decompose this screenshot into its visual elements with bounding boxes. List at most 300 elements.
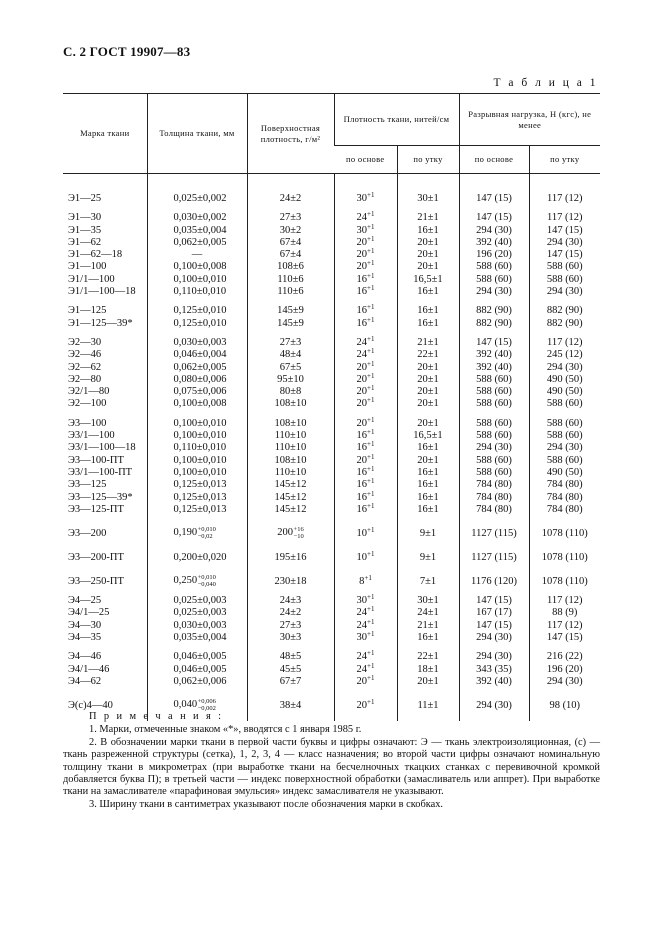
warp-value: 16 bbox=[356, 491, 368, 503]
cell-load-weft: 588 (60) bbox=[529, 455, 600, 467]
cell-warp-density bbox=[334, 205, 397, 224]
warp-value: 20 bbox=[356, 261, 368, 273]
cell-weft-density: 20±1 bbox=[397, 249, 459, 261]
note-item: 3. Ширину ткани в сантиметрах указывают после обозначения марки в скобках. bbox=[89, 798, 444, 810]
cell-surface-density: 67±4 bbox=[247, 237, 334, 249]
cell-load-warp: 882 (90) bbox=[459, 318, 529, 330]
thickness-value: 0,250 bbox=[173, 574, 198, 586]
cell-mark: Э4—35 bbox=[68, 632, 102, 644]
cell-surface-density: 145±9 bbox=[247, 318, 334, 330]
cell-load-weft: 117 (12) bbox=[529, 588, 600, 607]
cell-warp-density bbox=[334, 644, 397, 663]
table-row bbox=[63, 442, 600, 454]
cell-mark: Э2—80 bbox=[68, 373, 102, 385]
cell-thickness bbox=[147, 564, 247, 588]
cell-thickness: 0,062±0,005 bbox=[147, 237, 247, 249]
table-row bbox=[63, 430, 600, 442]
warp-value: 20 bbox=[356, 361, 368, 373]
cell-load-weft: 1078 (110) bbox=[529, 540, 600, 564]
cell-mark: Э4—30 bbox=[68, 619, 102, 631]
cell-load-weft: 882 (90) bbox=[529, 298, 600, 317]
header-thread-density: Плотность ткани, нитей/см bbox=[334, 94, 459, 146]
warp-tolerance: +1 bbox=[367, 303, 375, 312]
cell-weft-density: 16,5±1 bbox=[397, 430, 459, 442]
cell-load-weft: 588 (60) bbox=[529, 261, 600, 273]
cell-weft-density: 9±1 bbox=[397, 540, 459, 564]
table-row bbox=[63, 540, 600, 564]
tolerance-fraction bbox=[198, 575, 216, 588]
table-row bbox=[63, 467, 600, 479]
cell-weft-density: 18±1 bbox=[397, 664, 459, 676]
note-item: 2. В обозначении марки ткани в первой части буквы и цифры означают: Э — ткань электроизоляционная, (с) — ткань разреженной структуры (сетка), 1, 2, 3, 4 — класс назначения; во второй части цифры означают номинальную толщину ткани в микрометрах (при выработке ткани на бесчелночных ткацких станках с перевивочной кромкой добавляется буква П); в третьей части — индекс поверхностной обработки (замасливатель или аппрет). При выработке ткани на замасливателе «парафиновая эмульсия» индекс замасливателя не указывают. bbox=[63, 736, 600, 798]
cell-surface-density: 110±10 bbox=[247, 430, 334, 442]
cell-surface-density: 110±6 bbox=[247, 286, 334, 298]
table-row bbox=[63, 516, 600, 540]
cell-load-weft: 147 (15) bbox=[529, 249, 600, 261]
cell-load-weft: 216 (22) bbox=[529, 644, 600, 663]
warp-tolerance: +1 bbox=[367, 697, 375, 706]
cell-mark: Э4/1—46 bbox=[68, 663, 110, 675]
warp-tolerance: +1 bbox=[367, 334, 375, 343]
cell-surface-density: 230±18 bbox=[247, 564, 334, 588]
cell-mark: Э3—250-ПТ bbox=[68, 575, 124, 587]
cell-warp-density bbox=[334, 540, 397, 564]
cell-weft-density: 16±1 bbox=[397, 479, 459, 491]
cell-weft-density: 16±1 bbox=[397, 632, 459, 644]
cell-thickness: 0,046±0,005 bbox=[147, 664, 247, 676]
warp-tolerance: +1 bbox=[367, 396, 375, 405]
tolerance-lower: −0,040 bbox=[197, 580, 216, 588]
cell-load-warp: 588 (60) bbox=[459, 374, 529, 386]
cell-load-weft: 588 (60) bbox=[529, 411, 600, 430]
cell-thickness: 0,100±0,010 bbox=[147, 430, 247, 442]
cell-warp-density bbox=[334, 430, 397, 442]
cell-mark: Э1/1—100—18 bbox=[68, 286, 136, 298]
warp-value: 30 bbox=[356, 224, 368, 236]
cell-thickness: 0,100±0,010 bbox=[147, 411, 247, 430]
cell-mark: Э4/1—25 bbox=[68, 607, 110, 619]
cell-load-weft: 588 (60) bbox=[529, 430, 600, 442]
cell-load-warp: 784 (80) bbox=[459, 479, 529, 491]
cell-load-weft: 784 (80) bbox=[529, 479, 600, 491]
warp-value: 30 bbox=[356, 193, 368, 204]
warp-tolerance: +1 bbox=[367, 259, 375, 268]
cell-surface-density: 110±6 bbox=[247, 274, 334, 286]
warp-value: 16 bbox=[356, 503, 368, 515]
cell-weft-density: 22±1 bbox=[397, 349, 459, 361]
warp-tolerance: +1 bbox=[367, 210, 375, 219]
cell-surface-density: 145±12 bbox=[247, 492, 334, 504]
cell-warp-density bbox=[334, 588, 397, 607]
warp-value: 20 bbox=[356, 675, 368, 687]
cell-load-weft: 294 (30) bbox=[529, 676, 600, 688]
cell-surface-density: 48±4 bbox=[247, 349, 334, 361]
warp-tolerance: +1 bbox=[367, 384, 375, 393]
cell-warp-density bbox=[334, 516, 397, 540]
cell-thickness: 0,046±0,004 bbox=[147, 349, 247, 361]
fabric-spec-table bbox=[63, 93, 600, 721]
warp-value: 16 bbox=[356, 430, 368, 442]
cell-weft-density: 20±1 bbox=[397, 411, 459, 430]
table-row bbox=[63, 205, 600, 224]
cell-warp-density bbox=[334, 489, 397, 504]
warp-tolerance: +1 bbox=[367, 489, 375, 498]
cell-load-warp: 294 (30) bbox=[459, 442, 529, 454]
warp-value: 20 bbox=[356, 236, 368, 248]
tolerance-fraction bbox=[294, 527, 304, 540]
warp-tolerance: +1 bbox=[367, 247, 375, 256]
header-weft: по утку bbox=[397, 146, 459, 174]
table-row bbox=[63, 411, 600, 430]
cell-mark: Э3—125 bbox=[68, 479, 107, 491]
cell-weft-density: 16±1 bbox=[397, 442, 459, 454]
warp-tolerance: +1 bbox=[367, 617, 375, 626]
cell-surface-density: 67±7 bbox=[247, 676, 334, 688]
table-row bbox=[63, 564, 600, 588]
cell-mark: Э1—100 bbox=[68, 261, 107, 273]
header-surface-density: Поверхностная плотность, г/м² bbox=[247, 94, 334, 174]
cell-warp-density bbox=[334, 330, 397, 349]
cell-mark: Э4—25 bbox=[68, 595, 102, 607]
cell-thickness: 0,035±0,004 bbox=[147, 225, 247, 237]
cell-load-warp: 588 (60) bbox=[459, 411, 529, 430]
cell-thickness: 0,030±0,003 bbox=[147, 620, 247, 632]
cell-thickness: 0,200±0,020 bbox=[147, 540, 247, 564]
cell-load-warp: 147 (15) bbox=[459, 588, 529, 607]
cell-load-warp: 588 (60) bbox=[459, 467, 529, 479]
cell-thickness: 0,062±0,005 bbox=[147, 362, 247, 374]
warp-value: 16 bbox=[356, 305, 368, 317]
warp-tolerance: +1 bbox=[367, 477, 375, 486]
cell-surface-density: 80±8 bbox=[247, 386, 334, 398]
cell-surface-density: 27±3 bbox=[247, 330, 334, 349]
warp-tolerance: +1 bbox=[367, 359, 375, 368]
cell-surface-density: 145±12 bbox=[247, 479, 334, 491]
cell-load-warp: 147 (15) bbox=[459, 174, 529, 206]
table-row bbox=[63, 362, 600, 374]
cell-warp-density bbox=[334, 298, 397, 317]
cell-thickness: 0,030±0,002 bbox=[147, 205, 247, 224]
table-row bbox=[63, 237, 600, 249]
warp-value: 30 bbox=[356, 595, 368, 607]
cell-surface-density: 27±3 bbox=[247, 205, 334, 224]
cell-warp-density bbox=[334, 442, 397, 454]
cell-warp-density bbox=[334, 249, 397, 261]
cell-weft-density: 16±1 bbox=[397, 225, 459, 237]
cell-load-warp: 588 (60) bbox=[459, 386, 529, 398]
cell-load-warp: 784 (80) bbox=[459, 504, 529, 516]
cell-weft-density: 16±1 bbox=[397, 467, 459, 479]
density-value: 200 bbox=[277, 526, 294, 538]
warp-tolerance: +1 bbox=[367, 464, 375, 473]
cell-weft-density: 20±1 bbox=[397, 676, 459, 688]
cell-load-weft: 117 (12) bbox=[529, 174, 600, 206]
cell-load-weft: 117 (12) bbox=[529, 330, 600, 349]
table-row bbox=[63, 620, 600, 632]
cell-thickness: 0,080±0,006 bbox=[147, 374, 247, 386]
cell-load-warp: 1176 (120) bbox=[459, 564, 529, 588]
cell-surface-density: 108±10 bbox=[247, 411, 334, 430]
table-row bbox=[63, 479, 600, 491]
cell-warp-density bbox=[334, 234, 397, 249]
cell-surface-density: 108±6 bbox=[247, 261, 334, 273]
warp-value: 24 bbox=[356, 651, 368, 663]
cell-mark: Э4—46 bbox=[68, 651, 102, 663]
cell-load-warp: 294 (30) bbox=[459, 225, 529, 237]
cell-surface-density: 145±9 bbox=[247, 298, 334, 317]
table-row bbox=[63, 607, 600, 619]
table-caption: Т а б л и ц а 1 bbox=[493, 77, 598, 89]
cell-thickness: 0,110±0,010 bbox=[147, 442, 247, 454]
cell-surface-density: 24±2 bbox=[247, 607, 334, 619]
cell-weft-density: 20±1 bbox=[397, 374, 459, 386]
cell-weft-density: 7±1 bbox=[397, 564, 459, 588]
cell-mark: Э2—30 bbox=[68, 336, 102, 348]
cell-warp-density bbox=[334, 564, 397, 588]
cell-load-warp: 588 (60) bbox=[459, 274, 529, 286]
cell-load-warp: 588 (60) bbox=[459, 455, 529, 467]
cell-thickness: 0,125±0,013 bbox=[147, 492, 247, 504]
cell-thickness: 0,125±0,013 bbox=[147, 504, 247, 516]
warp-value: 10 bbox=[356, 527, 368, 539]
cell-weft-density: 24±1 bbox=[397, 607, 459, 619]
table-row bbox=[63, 298, 600, 317]
cell-thickness: 0,100±0,010 bbox=[147, 467, 247, 479]
warp-value: 24 bbox=[356, 349, 368, 361]
warp-tolerance: +1 bbox=[367, 222, 375, 231]
cell-weft-density: 22±1 bbox=[397, 644, 459, 663]
cell-warp-density bbox=[334, 349, 397, 361]
cell-mark: Э2—100 bbox=[68, 398, 107, 410]
cell-thickness: 0,125±0,010 bbox=[147, 298, 247, 317]
cell-warp-density bbox=[334, 479, 397, 491]
cell-warp-density bbox=[334, 673, 397, 688]
table-row bbox=[63, 398, 600, 410]
cell-load-weft: 245 (12) bbox=[529, 349, 600, 361]
cell-load-weft: 196 (20) bbox=[529, 664, 600, 676]
warp-tolerance: +1 bbox=[367, 525, 375, 534]
table-body bbox=[63, 174, 600, 722]
warp-value: 24 bbox=[356, 212, 368, 224]
cell-load-warp: 392 (40) bbox=[459, 676, 529, 688]
cell-surface-density bbox=[247, 516, 334, 540]
cell-mark: Э1/1—100 bbox=[68, 273, 115, 285]
table-row bbox=[63, 676, 600, 688]
cell-surface-density: 108±10 bbox=[247, 455, 334, 467]
tolerance-upper: +0,006 bbox=[197, 698, 216, 706]
cell-surface-density: 145±12 bbox=[247, 504, 334, 516]
table-row bbox=[63, 504, 600, 516]
cell-load-weft: 294 (30) bbox=[529, 362, 600, 374]
cell-mark: Э2/1—80 bbox=[68, 386, 110, 398]
table-row bbox=[63, 174, 600, 206]
cell-thickness: 0,100±0,010 bbox=[147, 455, 247, 467]
table-row bbox=[63, 225, 600, 237]
cell-load-warp: 294 (30) bbox=[459, 632, 529, 644]
warp-value: 16 bbox=[356, 466, 368, 478]
cell-mark: Э3—100-ПТ bbox=[68, 454, 124, 466]
cell-load-warp: 343 (35) bbox=[459, 664, 529, 676]
warp-tolerance: +1 bbox=[367, 271, 375, 280]
table-row bbox=[63, 664, 600, 676]
cell-weft-density: 20±1 bbox=[397, 237, 459, 249]
cell-thickness bbox=[147, 516, 247, 540]
cell-load-weft: 147 (15) bbox=[529, 225, 600, 237]
cell-load-warp: 147 (15) bbox=[459, 330, 529, 349]
cell-mark: Э3—100 bbox=[68, 417, 107, 429]
cell-surface-density: 195±16 bbox=[247, 540, 334, 564]
warp-tolerance: +1 bbox=[364, 573, 372, 582]
cell-mark: Э(с)4—40 bbox=[68, 699, 113, 711]
warp-value: 16 bbox=[356, 317, 368, 329]
cell-mark: Э3—125-ПТ bbox=[68, 503, 124, 515]
cell-load-warp: 147 (15) bbox=[459, 620, 529, 632]
cell-mark: Э1—35 bbox=[68, 224, 102, 236]
cell-warp-density bbox=[334, 359, 397, 374]
tolerance-fraction bbox=[198, 527, 216, 540]
tolerance-lower: −0,002 bbox=[197, 704, 216, 712]
tolerance-upper: +0,010 bbox=[197, 574, 216, 582]
cell-mark: Э1—30 bbox=[68, 212, 102, 224]
table-row bbox=[63, 274, 600, 286]
cell-thickness: 0,030±0,003 bbox=[147, 330, 247, 349]
cell-surface-density: 38±4 bbox=[247, 688, 334, 721]
cell-load-warp: 196 (20) bbox=[459, 249, 529, 261]
warp-value: 20 bbox=[356, 699, 368, 711]
header-thickness: Толщина ткани, мм bbox=[147, 94, 247, 174]
header-breaking-load: Разрывная нагрузка, Н (кгс), не менее bbox=[459, 94, 600, 146]
cell-thickness: 0,062±0,006 bbox=[147, 676, 247, 688]
warp-value: 20 bbox=[356, 249, 368, 261]
cell-surface-density: 30±2 bbox=[247, 225, 334, 237]
warp-value: 20 bbox=[356, 454, 368, 466]
table-row bbox=[63, 386, 600, 398]
cell-weft-density: 16±1 bbox=[397, 298, 459, 317]
cell-thickness: 0,125±0,013 bbox=[147, 479, 247, 491]
table-row bbox=[63, 632, 600, 644]
warp-value: 24 bbox=[356, 619, 368, 631]
table-row bbox=[63, 644, 600, 663]
cell-load-warp: 392 (40) bbox=[459, 362, 529, 374]
warp-value: 24 bbox=[356, 607, 368, 619]
warp-tolerance: +1 bbox=[367, 191, 375, 199]
warp-value: 24 bbox=[356, 663, 368, 675]
cell-load-weft: 490 (50) bbox=[529, 467, 600, 479]
cell-load-weft: 1078 (110) bbox=[529, 516, 600, 540]
cell-load-warp: 588 (60) bbox=[459, 430, 529, 442]
cell-mark: Э3/1—100-ПТ bbox=[68, 466, 133, 478]
cell-weft-density: 30±1 bbox=[397, 588, 459, 607]
cell-weft-density: 20±1 bbox=[397, 398, 459, 410]
cell-mark: Э4—62 bbox=[68, 675, 102, 687]
cell-mark: Э2—62 bbox=[68, 361, 102, 373]
cell-thickness: 0,100±0,008 bbox=[147, 398, 247, 410]
cell-load-weft: 294 (30) bbox=[529, 237, 600, 249]
cell-load-warp: 294 (30) bbox=[459, 644, 529, 663]
cell-mark: Э3/1—100—18 bbox=[68, 442, 136, 454]
cell-surface-density: 67±4 bbox=[247, 249, 334, 261]
cell-mark: Э1—25 bbox=[68, 193, 102, 204]
cell-surface-density: 110±10 bbox=[247, 442, 334, 454]
warp-tolerance: +1 bbox=[367, 234, 375, 243]
warp-tolerance: +1 bbox=[367, 605, 375, 614]
cell-warp-density bbox=[334, 398, 397, 410]
notes-title: П р и м е ч а н и я : bbox=[89, 711, 224, 722]
cell-thickness: 0,035±0,004 bbox=[147, 632, 247, 644]
cell-surface-density: 24±3 bbox=[247, 588, 334, 607]
cell-mark: Э3—200 bbox=[68, 527, 107, 539]
cell-load-weft: 1078 (110) bbox=[529, 564, 600, 588]
warp-value: 8 bbox=[359, 575, 365, 587]
cell-surface-density: 95±10 bbox=[247, 374, 334, 386]
warp-value: 20 bbox=[356, 373, 368, 385]
cell-thickness: 0,025±0,003 bbox=[147, 588, 247, 607]
cell-thickness: 0,100±0,010 bbox=[147, 274, 247, 286]
table-row bbox=[63, 588, 600, 607]
cell-load-warp: 1127 (115) bbox=[459, 516, 529, 540]
cell-load-warp: 588 (60) bbox=[459, 261, 529, 273]
cell-warp-density bbox=[334, 271, 397, 286]
cell-weft-density: 11±1 bbox=[397, 688, 459, 721]
cell-mark: Э1—62—18 bbox=[68, 249, 123, 261]
warp-value: 16 bbox=[356, 442, 368, 454]
cell-load-warp: 392 (40) bbox=[459, 237, 529, 249]
cell-thickness: — bbox=[147, 249, 247, 261]
table-row bbox=[63, 374, 600, 386]
cell-load-weft: 294 (30) bbox=[529, 286, 600, 298]
cell-thickness: 0,046±0,005 bbox=[147, 644, 247, 663]
cell-warp-density bbox=[334, 632, 397, 644]
warp-tolerance: +1 bbox=[367, 673, 375, 682]
warp-tolerance: +1 bbox=[367, 415, 375, 424]
cell-load-warp: 784 (80) bbox=[459, 492, 529, 504]
cell-weft-density: 16±1 bbox=[397, 504, 459, 516]
cell-weft-density: 20±1 bbox=[397, 261, 459, 273]
cell-warp-density bbox=[334, 464, 397, 479]
cell-load-warp: 588 (60) bbox=[459, 398, 529, 410]
cell-thickness: 0,025±0,002 bbox=[147, 174, 247, 206]
cell-mark: Э3/1—100 bbox=[68, 430, 115, 442]
cell-weft-density: 16±1 bbox=[397, 492, 459, 504]
note-item: 1. Марки, отмеченные знаком «*», вводятся с 1 января 1985 г. bbox=[89, 724, 362, 736]
table-row bbox=[63, 492, 600, 504]
cell-thickness: 0,110±0,010 bbox=[147, 286, 247, 298]
cell-thickness: 0,075±0,006 bbox=[147, 386, 247, 398]
warp-tolerance: +1 bbox=[367, 315, 375, 324]
warp-value: 16 bbox=[356, 273, 368, 285]
cell-load-weft: 88 (9) bbox=[529, 607, 600, 619]
table-row bbox=[63, 286, 600, 298]
cell-weft-density: 16,5±1 bbox=[397, 274, 459, 286]
table-row bbox=[63, 455, 600, 467]
warp-value: 10 bbox=[356, 551, 368, 563]
cell-load-weft: 588 (60) bbox=[529, 274, 600, 286]
cell-load-weft: 784 (80) bbox=[529, 492, 600, 504]
warp-tolerance: +1 bbox=[367, 501, 375, 510]
cell-load-warp: 294 (30) bbox=[459, 688, 529, 721]
cell-surface-density: 30±3 bbox=[247, 632, 334, 644]
warp-value: 20 bbox=[356, 386, 368, 398]
page-header: С. 2 ГОСТ 19907—83 bbox=[63, 44, 191, 59]
cell-mark: Э1—125—39* bbox=[68, 317, 133, 329]
cell-mark: Э2—46 bbox=[68, 349, 102, 361]
cell-load-weft: 117 (12) bbox=[529, 620, 600, 632]
cell-load-warp: 1127 (115) bbox=[459, 540, 529, 564]
cell-mark: Э1—62 bbox=[68, 236, 102, 248]
cell-mark: Э1—125 bbox=[68, 305, 107, 317]
warp-tolerance: +1 bbox=[367, 661, 375, 670]
cell-weft-density: 16±1 bbox=[397, 318, 459, 330]
